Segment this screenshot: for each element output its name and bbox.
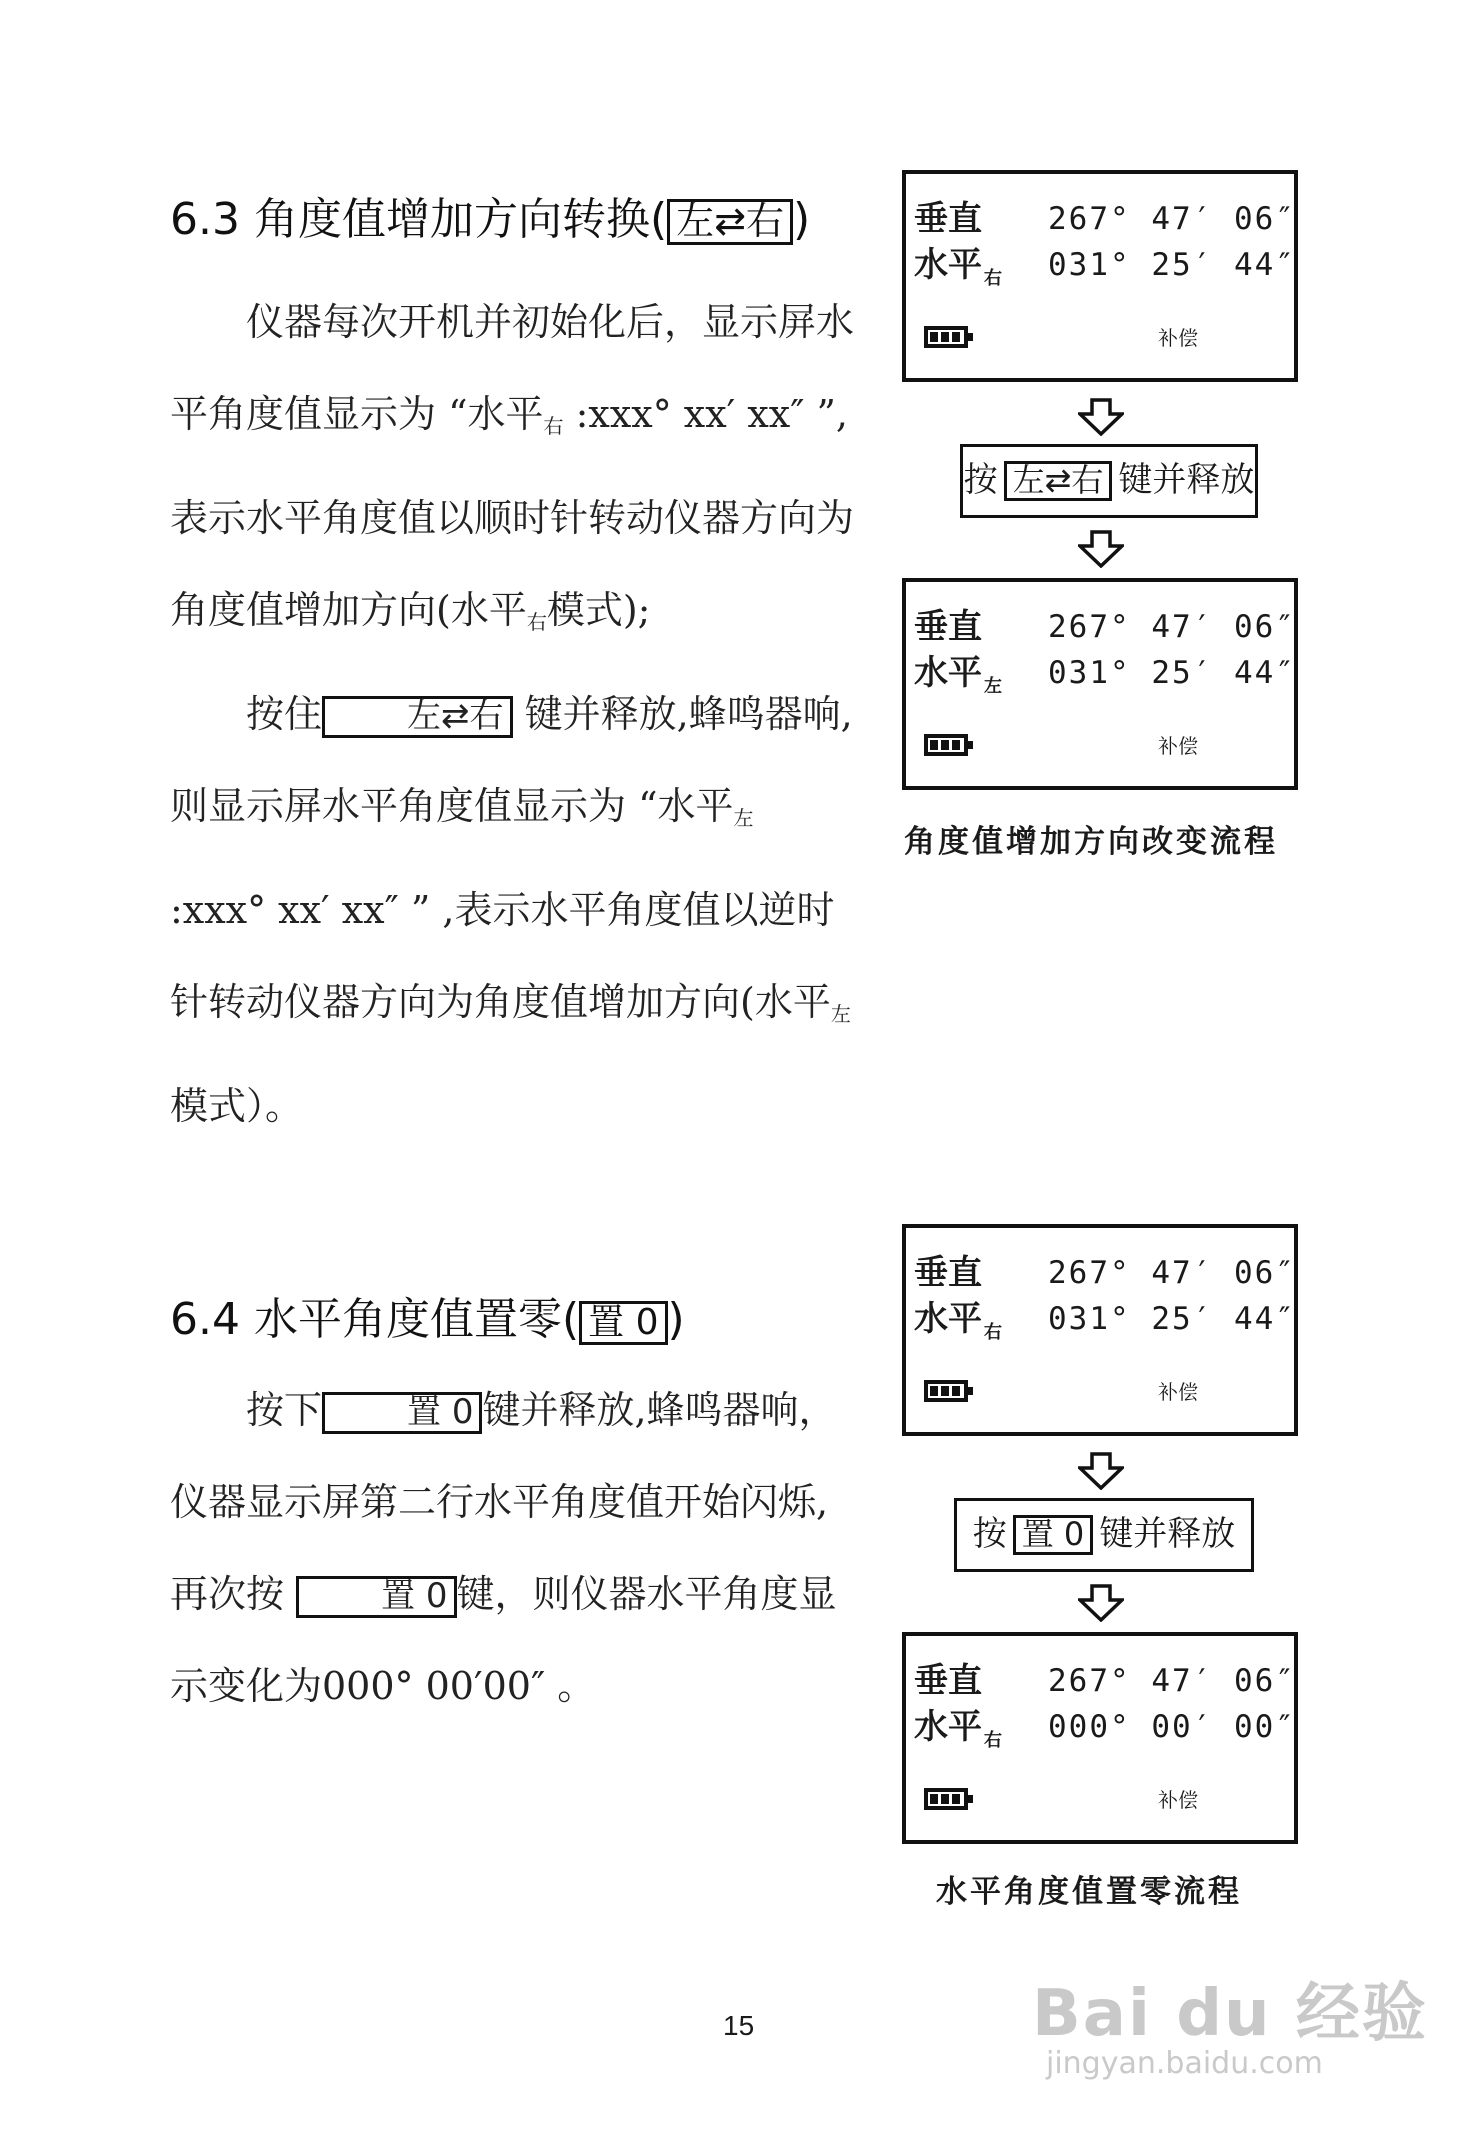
section-6-3-body bbox=[170, 276, 860, 1152]
lcd-screen-before-zero bbox=[902, 1224, 1298, 1436]
section-6-3-heading: 6.3 角度值增加方向转换( 左⇄右 ) bbox=[170, 194, 811, 245]
lcd-screen-after-zero bbox=[902, 1632, 1298, 1844]
page-number: 15 bbox=[723, 2010, 755, 2041]
lcd-vertical-value: 267° 47′ 06″ bbox=[1048, 609, 1296, 645]
left-right-key-label: 左⇄右 bbox=[322, 696, 513, 738]
compensation-indicator: 补偿 bbox=[1158, 1380, 1198, 1404]
battery-icon bbox=[924, 326, 968, 348]
diagram-caption: 角度值增加方向改变流程 bbox=[904, 824, 1278, 860]
press-key-instruction: 按 左⇄右 键并释放 bbox=[960, 444, 1258, 518]
lcd-horizontal-label: 水平 $_右$ bbox=[914, 1707, 1002, 1751]
press-key-instruction: 按 置 0 键并释放 bbox=[954, 1498, 1254, 1572]
down-arrow-icon bbox=[1078, 1452, 1124, 1490]
left-right-key-label: 左⇄右 bbox=[1004, 461, 1113, 501]
lcd-screen-after bbox=[902, 578, 1298, 790]
watermark-logo bbox=[1032, 1962, 1428, 2054]
battery-icon bbox=[924, 1788, 968, 1810]
lcd-horizontal-value: 031° 25′ 44″ bbox=[1048, 1301, 1296, 1337]
down-arrow-icon bbox=[1078, 1584, 1124, 1622]
compensation-indicator: 补偿 bbox=[1158, 326, 1198, 350]
lcd-horizontal-value: 031° 25′ 44″ bbox=[1048, 655, 1296, 691]
left-right-key-label: 左⇄右 bbox=[667, 199, 793, 245]
lcd-vertical-value: 267° 47′ 06″ bbox=[1048, 1255, 1296, 1291]
section-6-3-title: 6.3 角度值增加方向转换( bbox=[170, 194, 668, 245]
lcd-horizontal-value: 000° 00′ 00″ bbox=[1048, 1709, 1296, 1745]
diagram-caption: 水平角度值置零流程 bbox=[936, 1874, 1242, 1910]
zero-key-label: 置 0 bbox=[322, 1392, 482, 1434]
paragraph-6-3-1: 仪器每次开机并初始化后，显示屏水平角度值显示为 “水平$_右$ :xxx° xx′ xx″ ”,表示水平角度值以顺时针转动仪器方向为角度值增加方向(水平$_右$模式); bbox=[170, 300, 855, 634]
lcd-horizontal-label: 水平 $_左$ bbox=[914, 653, 1002, 697]
paragraph-6-4-1: 按下 置 0 键并释放,蜂鸣器响，仪器显示屏第二行水平角度值开始闪烁,再次按 置 0 键，则仪器水平角度显示变化为000° 00′00″ 。 bbox=[170, 1388, 837, 1708]
lcd-screen-before bbox=[902, 170, 1298, 382]
zero-key-label: 置 0 bbox=[1013, 1515, 1094, 1555]
lcd-horizontal-label: 水平 $_右$ bbox=[914, 1299, 1002, 1343]
down-arrow-icon bbox=[1078, 530, 1124, 568]
lcd-vertical-label: 垂直 bbox=[914, 1253, 982, 1293]
zero-key-label: 置 0 bbox=[579, 1301, 667, 1345]
lcd-horizontal-label: 水平 $_右$ bbox=[914, 245, 1002, 289]
lcd-vertical-label: 垂直 bbox=[914, 1661, 982, 1701]
paragraph-6-3-2: 按住 左⇄右 键并释放,蜂鸣器响,则显示屏水平角度值显示为 “水平$_左$ :xxx° xx′ xx″ ” ,表示水平角度值以逆时针转动仪器方向为角度值增加方向(水平$_左$模式）。 bbox=[170, 692, 853, 1128]
zero-key-label: 置 0 bbox=[296, 1576, 456, 1618]
watermark-url: jingyan.baidu.com bbox=[1046, 2046, 1323, 2081]
lcd-vertical-value: 267° 47′ 06″ bbox=[1048, 1663, 1296, 1699]
lcd-vertical-label: 垂直 bbox=[914, 199, 982, 239]
compensation-indicator: 补偿 bbox=[1158, 1788, 1198, 1812]
down-arrow-icon bbox=[1078, 398, 1124, 436]
compensation-indicator: 补偿 bbox=[1158, 734, 1198, 758]
battery-icon bbox=[924, 734, 968, 756]
watermark-brand: Bai du 经验 bbox=[1032, 1977, 1428, 2051]
section-6-4-heading: 6.4 水平角度值置零( 置 0 ) bbox=[170, 1294, 685, 1345]
lcd-horizontal-value: 031° 25′ 44″ bbox=[1048, 247, 1296, 283]
battery-icon bbox=[924, 1380, 968, 1402]
lcd-vertical-value: 267° 47′ 06″ bbox=[1048, 201, 1296, 237]
lcd-vertical-label: 垂直 bbox=[914, 607, 982, 647]
section-6-4-body bbox=[170, 1364, 860, 1732]
section-6-4-title: 6.4 水平角度值置零( bbox=[170, 1294, 580, 1345]
